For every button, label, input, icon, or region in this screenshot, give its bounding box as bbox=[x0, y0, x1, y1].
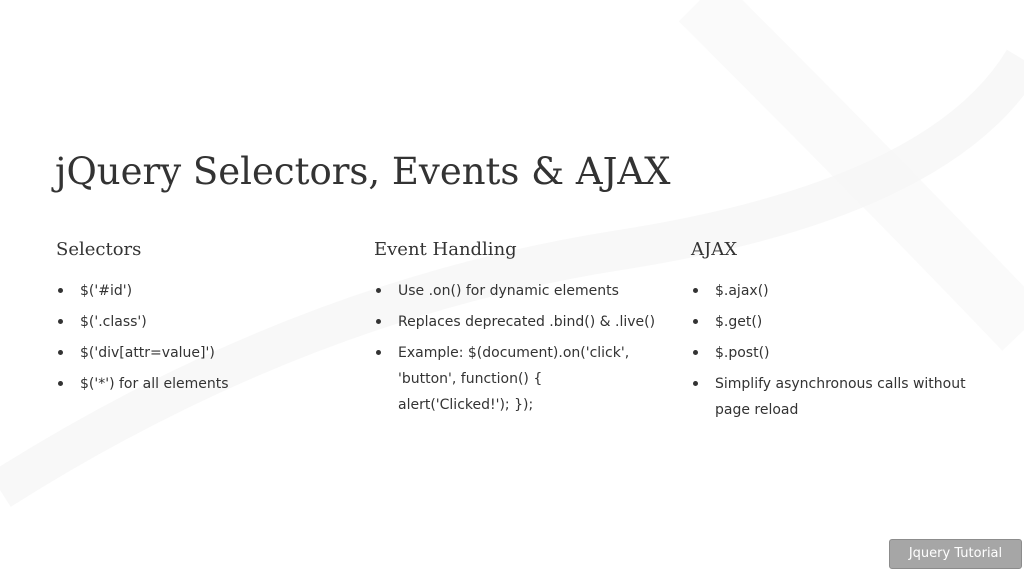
list-item bbox=[56, 340, 340, 366]
ajax-list bbox=[691, 278, 981, 423]
list-item-text: Example: $(document).on('click', 'button', function() { alert('Clicked!'); }); bbox=[398, 345, 630, 413]
list-item-text: $('*') for all elements bbox=[80, 376, 229, 392]
bullet-icon bbox=[58, 319, 63, 324]
bullet-icon bbox=[693, 288, 698, 293]
bullet-icon bbox=[376, 350, 381, 355]
list-item bbox=[691, 340, 975, 366]
list-item-text: $.post() bbox=[715, 345, 770, 361]
list-item bbox=[374, 278, 658, 304]
list-item-text: $('.class') bbox=[80, 314, 147, 330]
event-handling-heading: Event Handling bbox=[374, 239, 517, 260]
list-item bbox=[374, 309, 658, 335]
list-item-text: $('#id') bbox=[80, 283, 133, 299]
list-item bbox=[56, 309, 340, 335]
bullet-icon bbox=[58, 350, 63, 355]
list-item-text: Replaces deprecated .bind() & .live() bbox=[398, 314, 656, 330]
ajax-heading: AJAX bbox=[691, 239, 738, 260]
bullet-icon bbox=[693, 381, 698, 386]
list-item bbox=[56, 278, 340, 304]
list-item-text: $.get() bbox=[715, 314, 763, 330]
list-item-text: Use .on() for dynamic elements bbox=[398, 283, 619, 299]
list-item bbox=[691, 278, 975, 304]
event-handling-column bbox=[374, 236, 664, 423]
bullet-icon bbox=[693, 350, 698, 355]
selectors-column bbox=[56, 236, 346, 402]
bullet-icon bbox=[693, 319, 698, 324]
list-item bbox=[56, 371, 340, 397]
ajax-column bbox=[691, 236, 981, 428]
list-item bbox=[691, 309, 975, 335]
list-item-text: Simplify asynchronous calls without page reload bbox=[715, 376, 966, 418]
event-handling-list bbox=[374, 278, 664, 418]
selectors-heading: Selectors bbox=[56, 239, 142, 260]
footer-badge[interactable]: Jquery Tutorial bbox=[889, 539, 1022, 569]
list-item bbox=[691, 371, 975, 423]
list-item-text: $('div[attr=value]') bbox=[80, 345, 215, 361]
bullet-icon bbox=[376, 288, 381, 293]
selectors-list bbox=[56, 278, 346, 397]
bullet-icon bbox=[58, 381, 63, 386]
bullet-icon bbox=[376, 319, 381, 324]
list-item bbox=[374, 340, 658, 418]
list-item-text: $.ajax() bbox=[715, 283, 769, 299]
bullet-icon bbox=[58, 288, 63, 293]
slide-title: jQuery Selectors, Events & AJAX bbox=[55, 150, 671, 193]
